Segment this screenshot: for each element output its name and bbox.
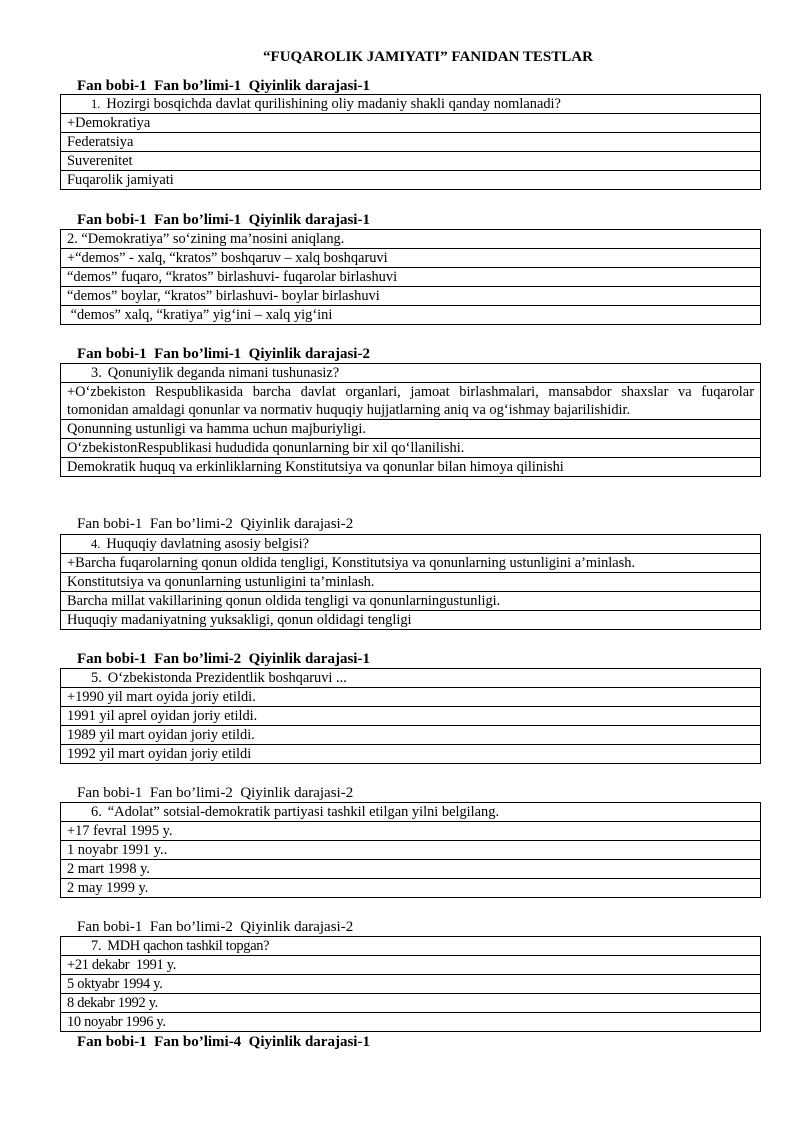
answer-option: Federatsiya (61, 133, 761, 152)
question-row (61, 937, 761, 956)
answer-option: 2 mart 1998 y. (61, 860, 761, 879)
question-text: 3. Qonuniylik deganda nimani tushunasiz? (61, 364, 761, 383)
question-text: 6. “Adolat” sotsial-demokratik partiyasi tashkil etilgan yilni belgilang. (61, 803, 761, 822)
answer-option: Demokratik huquq va erkinliklarning Konstitutsiya va qonunlar bilan himoya qilinishi (61, 458, 761, 477)
answer-option: “demos” fuqaro, “kratos” birlashuvi- fuqarolar birlashuvi (61, 268, 761, 287)
answer-option: 1991 yil aprel oyidan joriy etildi. (61, 707, 761, 726)
answer-option: “demos” boylar, “kratos” birlashuvi- boylar birlashuvi (61, 287, 761, 306)
answer-option: +“demos” - xalq, “kratos” boshqaruv – xalq boshqaruvi (61, 249, 761, 268)
answer-option: 5 oktyabr 1994 y. (61, 975, 761, 994)
page-title: “FUQAROLIK JAMIYATI” FANIDAN TESTLAR (263, 49, 593, 65)
question-row (61, 95, 761, 114)
answer-option: Huquqiy madaniyatning yuksakligi, qonun oldidagi tengligi (61, 611, 761, 630)
section-header: Fan bobi-1 Fan bo’limi-1 Qiyinlik darajasi-1 (77, 78, 370, 94)
question-table (60, 534, 761, 630)
section-header: Fan bobi-1 Fan bo’limi-2 Qiyinlik darajasi-2 (77, 785, 354, 801)
question-table (60, 802, 761, 898)
section-header: Fan bobi-1 Fan bo’limi-4 Qiyinlik darajasi-1 (77, 1034, 370, 1050)
section-header: Fan bobi-1 Fan bo’limi-2 Qiyinlik darajasi-2 (77, 919, 354, 935)
answer-option: +O‘zbekiston Respublikasida barcha davlat organlari, jamoat birlashmalari, mansabdor shaxslar va fuqarolar tomonidan amaldagi qonunlar va normativ huquqiy hujjatlarning aniq va og‘ishmay bajarilishidir. (61, 383, 761, 420)
answer-option: Barcha millat vakillarining qonun oldida tengligi va qonunlarningustunligi. (61, 592, 761, 611)
question-table (60, 229, 761, 325)
question-text: 1. Hozirgi bosqichda davlat qurilishining oliy madaniy shakli qanday nomlanadi? (61, 95, 761, 114)
answer-option: 2 may 1999 y. (61, 879, 761, 898)
question-table (60, 936, 761, 1032)
question-number: 6. (91, 804, 102, 820)
question-number: 5. (91, 670, 102, 686)
answer-option: O‘zbekistonRespublikasi hududida qonunlarning bir xil qo‘llanilishi. (61, 439, 761, 458)
question-number: 7. (91, 938, 102, 954)
section-header: Fan bobi-1 Fan bo’limi-2 Qiyinlik darajasi-1 (77, 651, 370, 667)
answer-option: +17 fevral 1995 y. (61, 822, 761, 841)
answer-option: 1 noyabr 1991 y.. (61, 841, 761, 860)
answer-option: +1990 yil mart oyida joriy etildi. (61, 688, 761, 707)
answer-option: 1992 yil mart oyidan joriy etildi (61, 745, 761, 764)
question-row (61, 535, 761, 554)
question-number: 1. (91, 97, 101, 111)
question-text: 7. MDH qachon tashkil topgan? (61, 937, 761, 956)
answer-option: 1989 yil mart oyidan joriy etildi. (61, 726, 761, 745)
question-table (60, 94, 761, 190)
question-number: 3. (91, 365, 102, 381)
answer-option: Suverenitet (61, 152, 761, 171)
question-row (61, 364, 761, 383)
answer-option: Qonunning ustunligi va hamma uchun majburiyligi. (61, 420, 761, 439)
answer-option: Konstitutsiya va qonunlarning ustunligini ta’minlash. (61, 573, 761, 592)
answer-option: 10 noyabr 1996 y. (61, 1013, 761, 1032)
question-number: 4. (91, 537, 101, 551)
question-table (60, 363, 761, 477)
answer-option: “demos” xalq, “kratiya” yig‘ini – xalq yig‘ini (61, 306, 761, 325)
question-text: 5. O‘zbekistonda Prezidentlik boshqaruvi ... (61, 669, 761, 688)
question-text: 4. Huquqiy davlatning asosiy belgisi? (61, 535, 761, 554)
question-table (60, 668, 761, 764)
question-text: 2. “Demokratiya” so‘zining ma’nosini aniqlang. (61, 230, 761, 249)
question-row (61, 803, 761, 822)
question-row (61, 669, 761, 688)
section-header: Fan bobi-1 Fan bo’limi-2 Qiyinlik darajasi-2 (77, 516, 354, 532)
answer-option: 8 dekabr 1992 y. (61, 994, 761, 1013)
answer-option: +21 dekabr 1991 y. (61, 956, 761, 975)
section-header: Fan bobi-1 Fan bo’limi-1 Qiyinlik darajasi-2 (77, 346, 370, 362)
section-header: Fan bobi-1 Fan bo’limi-1 Qiyinlik darajasi-1 (77, 212, 370, 228)
answer-option: +Barcha fuqarolarning qonun oldida tengligi, Konstitutsiya va qonunlarning ustunligini a’minlash. (61, 554, 761, 573)
answer-option: +Demokratiya (61, 114, 761, 133)
answer-option: Fuqarolik jamiyati (61, 171, 761, 190)
question-row (61, 230, 761, 249)
